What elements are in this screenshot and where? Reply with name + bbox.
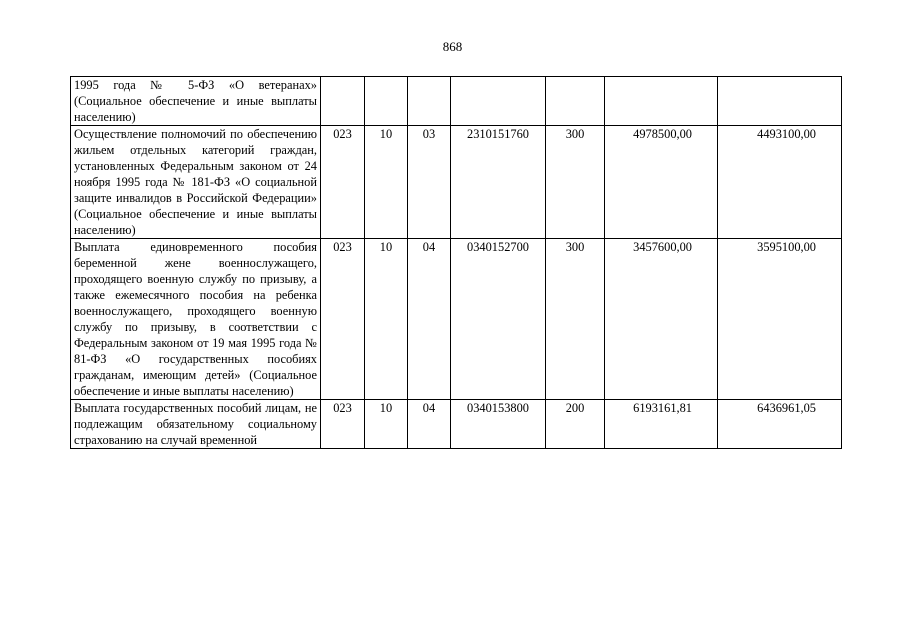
section-code: 10 — [365, 126, 408, 239]
amount-value: 6436961,05 — [757, 401, 816, 415]
row-description: Выплата государственных пособий лицам, не подлежащим обязательному социальному страхованию на случай временной — [71, 400, 321, 449]
expense-type-code: 300 — [546, 126, 605, 239]
expense-type-code: 300 — [546, 239, 605, 400]
amount-second-year — [718, 126, 842, 239]
ministry-code: 023 — [321, 126, 365, 239]
table-row — [71, 400, 842, 449]
amount-second-year — [718, 239, 842, 400]
subsection-code — [408, 77, 451, 126]
amount-value: 4493100,00 — [757, 127, 816, 141]
amount-first-year — [605, 77, 718, 126]
target-article-code: 2310151760 — [451, 126, 546, 239]
amount-second-year — [718, 400, 842, 449]
amount-first-year — [605, 126, 718, 239]
expense-type-code: 200 — [546, 400, 605, 449]
target-article-code — [451, 77, 546, 126]
amount-value: 4978500,00 — [633, 127, 692, 141]
amount-second-year — [718, 77, 842, 126]
row-description: 1995 года № 5-ФЗ «О ветеранах» (Социальное обеспечение и иные выплаты населению) — [71, 77, 321, 126]
expense-type-code — [546, 77, 605, 126]
table-row — [71, 126, 842, 239]
target-article-code: 0340152700 — [451, 239, 546, 400]
section-code — [365, 77, 408, 126]
ministry-code — [321, 77, 365, 126]
row-description: Осуществление полномочий по обеспечению жильем отдельных категорий граждан, установленных Федеральным законом от 24 ноября 1995 года № 181-ФЗ «О социальной защите инвалидов в Российской Федерации» (Социальное обеспечение и иные выплаты населению) — [71, 126, 321, 239]
ministry-code: 023 — [321, 400, 365, 449]
section-code: 10 — [365, 400, 408, 449]
amount-value: 3595100,00 — [757, 240, 816, 254]
amount-first-year — [605, 239, 718, 400]
page-number: 868 — [442, 39, 463, 54]
budget-table — [70, 76, 842, 449]
amount-value: 3457600,00 — [633, 240, 692, 254]
ministry-code: 023 — [321, 239, 365, 400]
row-description: Выплата единовременного пособия беременной жене военнослужащего, проходящего военную службу по призыву, а также ежемесячного пособия на ребенка военнослужащего, проходящего военную службу по призыву, в соответствии с Федеральным законом от 19 мая 1995 года № 81-ФЗ «О государственных пособиях гражданам, имеющим детей» (Социальное обеспечение и иные выплаты населению) — [71, 239, 321, 400]
subsection-code: 03 — [408, 126, 451, 239]
table-row — [71, 77, 842, 126]
amount-first-year — [605, 400, 718, 449]
subsection-code: 04 — [408, 400, 451, 449]
subsection-code: 04 — [408, 239, 451, 400]
table-row — [71, 239, 842, 400]
amount-value: 6193161,81 — [633, 401, 692, 415]
section-code: 10 — [365, 239, 408, 400]
target-article-code: 0340153800 — [451, 400, 546, 449]
